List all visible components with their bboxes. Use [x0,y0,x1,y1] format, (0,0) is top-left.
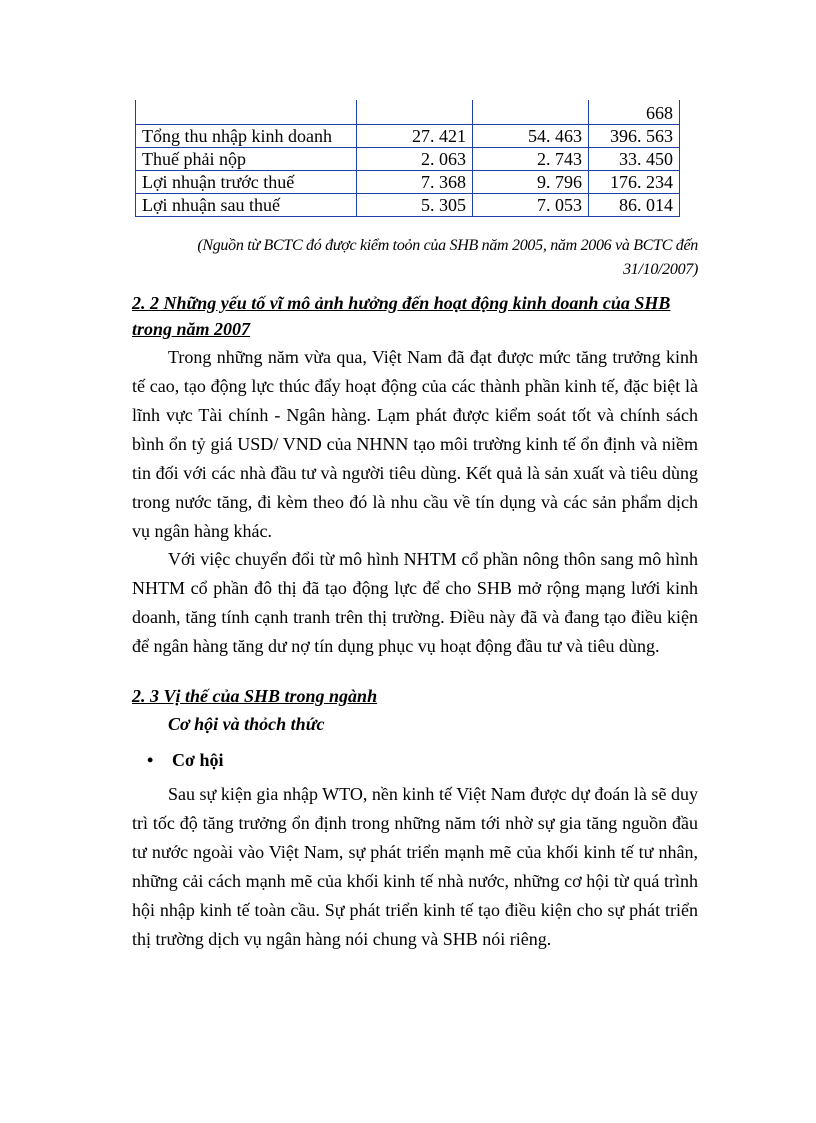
source-note-line: 31/10/2007) [623,261,698,278]
section-heading-2-2 [132,290,702,342]
table-row [136,171,680,194]
table-cell-2006: 2. 743 [473,148,589,171]
table-cell-2007: 86. 014 [589,194,680,217]
table-cell-label: Lợi nhuận trước thuế [136,171,357,194]
table-row [136,125,680,148]
subheading-opportunities-challenges: Cơ hội và thỏch thức [168,714,325,734]
source-note-line: (Nguồn từ BCTC đó được kiểm toỏn của SHB năm 2005, năm 2006 và BCTC đến [197,237,698,254]
financial-table [135,100,680,217]
table-cell-2006: 9. 796 [473,171,589,194]
table-cell-2005: 5. 305 [357,194,473,217]
table-cell-2005: 2. 063 [357,148,473,171]
table-row [136,194,680,217]
table-cell-2007: 396. 563 [589,125,680,148]
table-cell-2006: 54. 463 [473,125,589,148]
table-cell-2007: 176. 234 [589,171,680,194]
table-cell-2007: 668 [589,100,680,125]
table-cell-2006 [473,100,589,125]
source-note [130,234,698,282]
table-cell-2007: 33. 450 [589,148,680,171]
table-cell-2006: 7. 053 [473,194,589,217]
table-cell-label: Thuế phải nộp [136,148,357,171]
table-cell-label: Lợi nhuận sau thuế [136,194,357,217]
paragraph-model-conversion: Với việc chuyển đổi từ mô hình NHTM cổ phần nông thôn sang mô hình NHTM cổ phần đô thị đã tạo động lực để cho SHB mở rộng mạng lưới kinh doanh, tăng tính cạnh tranh trên thị trường. Điều này đã và đang tạo điều kiện để ngân hàng tăng dư nợ tín dụng phục vụ hoạt động đầu tư và tiêu dùng. [132,549,698,656]
table-cell-label [136,100,357,125]
table-cell-label: Tổng thu nhập kinh doanh [136,125,357,148]
table-cell-2005 [357,100,473,125]
section-heading-2-3: 2. 3 Vị thế của SHB trong ngành [132,686,378,706]
table-cell-2005: 7. 368 [357,171,473,194]
bullet-icon: • [147,750,154,770]
table-row [136,100,680,125]
table-cell-2005: 27. 421 [357,125,473,148]
heading-line: 2. 2 Những yếu tố vĩ mô ảnh hưởng đến hoạt động kinh doanh của SHB [132,293,671,313]
bullet-label: Cơ hội [172,750,224,770]
paragraph-opportunity: Sau sự kiện gia nhập WTO, nền kinh tế Việt Nam được dự đoán là sẽ duy trì tốc độ tăng trưởng ổn định trong những năm tới nhờ sự gia tăng nguồn đầu tư nước ngoài vào Việt Nam, sự phát triển mạnh mẽ của khối kinh tế tư nhân, những cải cách mạnh mẽ của khối kinh tế nhà nước, những cơ hội từ quá trình hội nhập kinh tế toàn cầu. Sự phát triển kinh tế tạo điều kiện cho sự phát triển thị trường dịch vụ ngân hàng nói chung và SHB nói riêng. [132,784,698,949]
table-row [136,148,680,171]
bullet-item-opportunity [147,747,223,773]
heading-line: trong năm 2007 [132,319,251,339]
paragraph-macro-factors: Trong những năm vừa qua, Việt Nam đã đạt được mức tăng trưởng kinh tế cao, tạo động lực thúc đẩy hoạt động của các thành phần kinh tế, đặc biệt là lĩnh vực Tài chính - Ngân hàng. Lạm phát được kiểm soát tốt và chính sách bình ổn tỷ giá USD/ VND của NHNN tạo môi trường kinh tế ổn định và niềm tin đối với các nhà đầu tư và người tiêu dùng. Kết quả là sản xuất và tiêu dùng trong nước tăng, đi kèm theo đó là nhu cầu về tín dụng và các sản phẩm dịch vụ ngân hàng khác. [132,347,698,541]
